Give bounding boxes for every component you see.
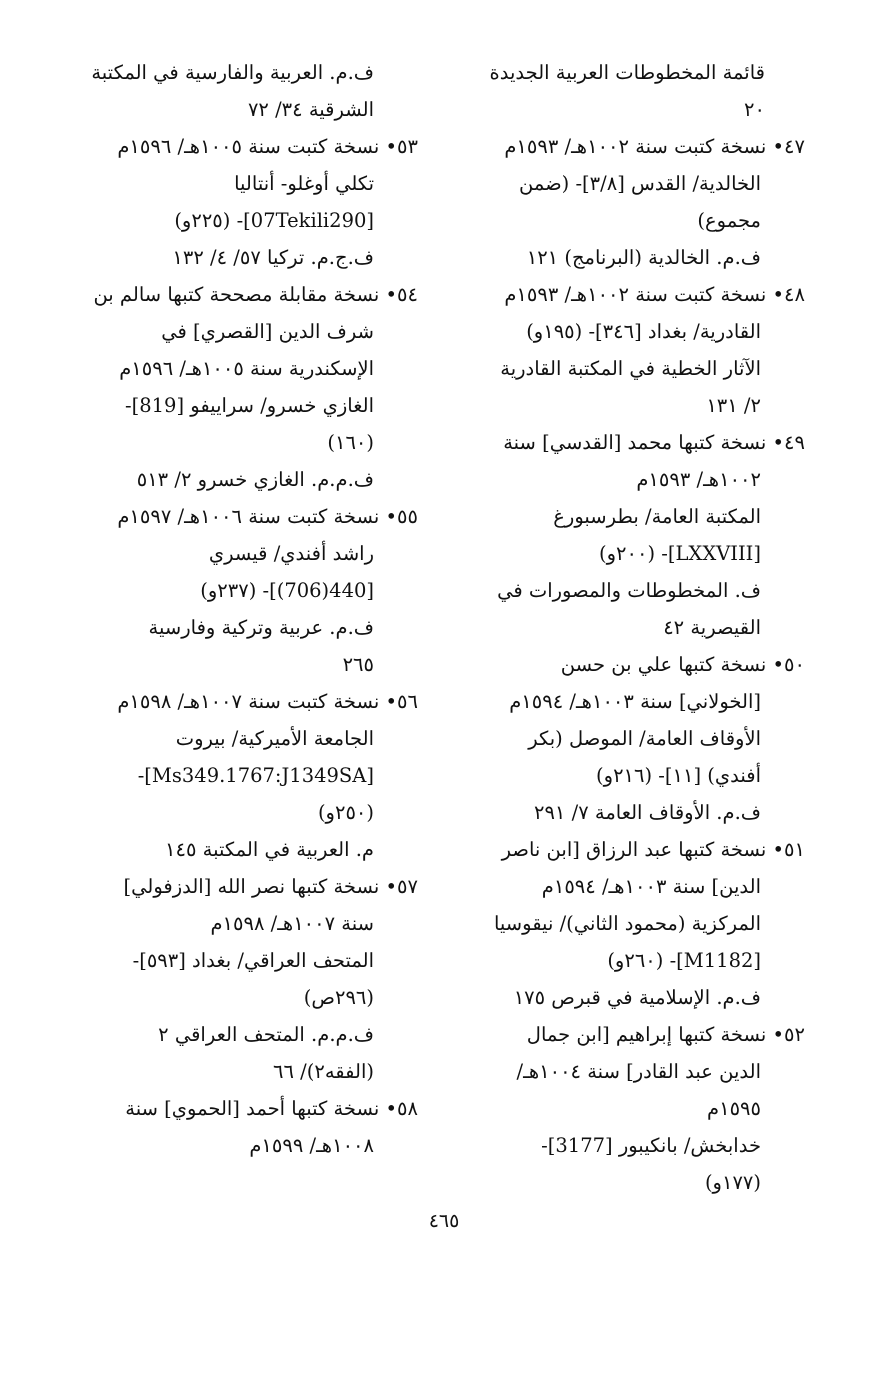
left-column-line: ٥٦• نسخة كتبت سنة ١٠٠٧هـ/ ١٥٩٨م <box>117 690 418 713</box>
page-number: ٤٦٥ <box>428 1210 460 1232</box>
left-column-line: الجامعة الأميركية/ بيروت <box>175 727 374 750</box>
right-column-line: ٤٨• نسخة كتبت سنة ١٠٠٢هـ/ ١٥٩٣م <box>504 283 805 306</box>
left-column-line: م. العربية في المكتبة ١٤٥ <box>165 838 374 861</box>
right-column-line: خدابخش/ بانكيبور [3177]- <box>541 1134 761 1157</box>
left-column-line: ف.ج.م. تركيا ٥٧/ ٤/ ١٣٢ <box>172 246 374 269</box>
right-column-line: القادرية/ بغداد [٣٤٦]- (١٩٥و) <box>526 320 761 343</box>
right-column-line: [الخولاني] سنة ١٠٠٣هـ/ ١٥٩٤م <box>509 690 761 713</box>
left-column-line: الإسكندرية سنة ١٠٠٥هـ/ ١٥٩٦م <box>119 357 374 380</box>
left-column-line: ٥٨• نسخة كتبها أحمد [الحموي] سنة <box>125 1097 418 1120</box>
right-column-line: ٤٩• نسخة كتبها محمد [القدسي] سنة <box>503 431 805 454</box>
right-column-line: قائمة المخطوطات العربية الجديدة <box>489 61 765 84</box>
left-column-line: الشرقية ٣٤/ ٧٢ <box>247 98 374 121</box>
right-column-line: ٥٢• نسخة كتبها إبراهيم [ابن جمال <box>526 1023 805 1046</box>
right-column-line: أفندي) [١١]- (٢١٦و) <box>596 764 761 787</box>
right-column-line: [LXXVIII]- (٢٠٠و) <box>599 542 761 565</box>
right-column-line: الدين] سنة ١٠٠٣هـ/ ١٥٩٤م <box>541 875 761 898</box>
right-column-line: المركزية (محمود الثاني)/ نيقوسيا <box>493 912 761 935</box>
right-column-line: ٢/ ١٣١ <box>706 394 761 417</box>
left-column-line: راشد أفندي/ قيسري <box>208 542 374 565</box>
left-column-line: ٢٦٥ <box>342 653 374 676</box>
left-column-line: المتحف العراقي/ بغداد [٥٩٣]- <box>132 949 374 972</box>
right-column-line: ف.م. الأوقاف العامة ٧/ ٢٩١ <box>533 801 761 824</box>
right-column-line: ف.م. الإسلامية في قبرص ١٧٥ <box>513 986 761 1009</box>
right-column-line: مجموع) <box>697 209 761 232</box>
left-column-line: ٥٣• نسخة كتبت سنة ١٠٠٥هـ/ ١٥٩٦م <box>117 135 418 158</box>
left-column-line: تكلي أوغلو- أنتاليا <box>234 172 374 195</box>
left-column-line: ف.م.م. الغازي خسرو ٢/ ٥١٣ <box>136 468 374 491</box>
right-column-line: ف. المخطوطات والمصورات في <box>497 579 761 602</box>
left-column-line: (الفقه٢)/ ٦٦ <box>273 1060 374 1083</box>
right-column-line: المكتبة العامة/ بطرسبورغ <box>553 505 761 528</box>
right-column-line: ٤٧• نسخة كتبت سنة ١٠٠٢هـ/ ١٥٩٣م <box>504 135 805 158</box>
left-column-line: (٢٥٠و) <box>317 801 374 824</box>
left-column-line: (٢٩٦ص) <box>303 986 374 1009</box>
left-column-line: سنة ١٠٠٧هـ/ ١٥٩٨م <box>210 912 374 935</box>
left-column-line: ف.م. عربية وتركية وفارسية <box>148 616 374 639</box>
left-column-line: [07Tekili290]- (٢٢٥و) <box>174 209 374 232</box>
right-column-line: ٥٠• نسخة كتبها علي بن حسن <box>560 653 805 676</box>
left-column-line: (١٦٠) <box>327 431 374 454</box>
left-column-line: ف.م. العربية والفارسية في المكتبة <box>91 61 374 84</box>
right-column-line: ٥١• نسخة كتبها عبد الرزاق [ابن ناصر <box>501 838 805 861</box>
left-column-line: [440(706)]- (٢٣٧و) <box>200 579 374 602</box>
right-column-line: الآثار الخطية في المكتبة القادرية <box>500 357 761 380</box>
right-column-line: [M1182]- (٢٦٠و) <box>607 949 761 972</box>
left-column-line: ١٠٠٨هـ/ ١٥٩٩م <box>249 1134 374 1157</box>
right-column-line: الخالدية/ القدس [٣/٨]- (ضمن <box>518 172 761 195</box>
right-column-line: الأوقاف العامة/ الموصل (بكر <box>528 727 761 750</box>
right-column-line: الدين عبد القادر] سنة ١٠٠٤هـ/ <box>516 1060 761 1083</box>
left-column-line: ٥٤• نسخة مقابلة مصححة كتبها سالم بن <box>93 283 418 306</box>
right-column-line: ٢٠ <box>744 98 765 121</box>
left-column-line: الغازي خسرو/ سراييفو [819]- <box>125 394 374 417</box>
left-column-line: ٥٧• نسخة كتبها نصر الله [الدزفولي] <box>123 875 418 898</box>
left-column-line: ٥٥• نسخة كتبت سنة ١٠٠٦هـ/ ١٥٩٧م <box>117 505 418 528</box>
right-column <box>465 54 805 1201</box>
left-column-line: [Ms349.1767:J1349SA]- <box>137 764 374 787</box>
right-column-line: ف.م. الخالدية (البرنامج) ١٢١ <box>526 246 761 269</box>
right-column-line: ١٥٩٥م <box>707 1097 761 1120</box>
right-column-line: ١٠٠٢هـ/ ١٥٩٣م <box>636 468 761 491</box>
right-column-line: (١٧٧و) <box>704 1171 761 1194</box>
left-column-line: ف.م.م. المتحف العراقي ٢ <box>158 1023 374 1046</box>
right-column-line: القيصرية ٤٢ <box>663 616 761 639</box>
left-column <box>78 54 418 1164</box>
left-column-line: شرف الدين [القصري] في <box>161 320 374 343</box>
